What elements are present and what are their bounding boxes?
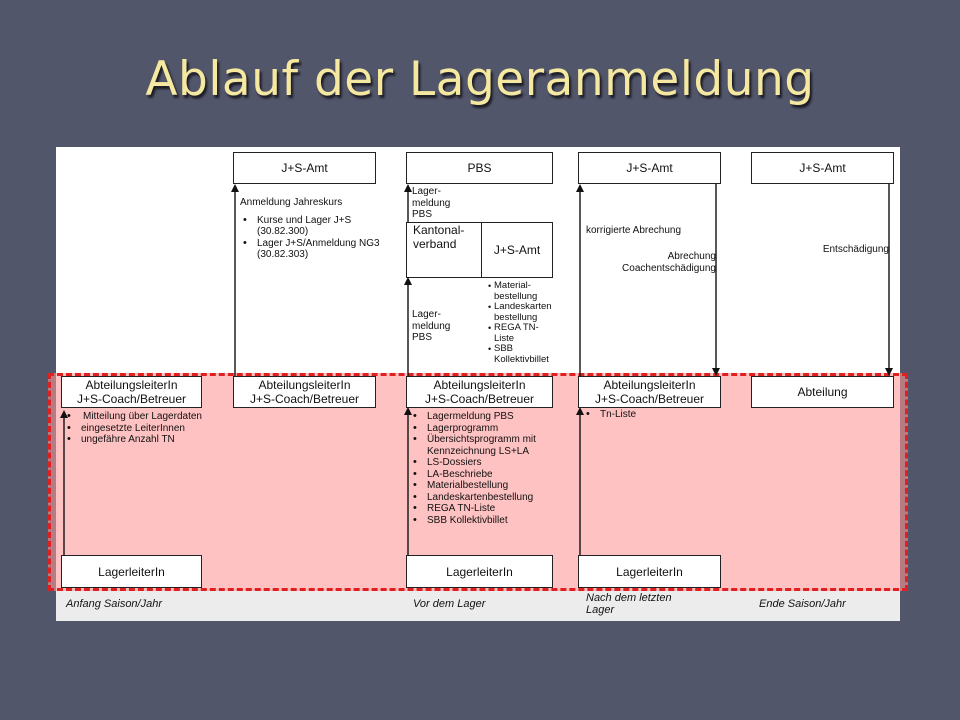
col3-note xyxy=(410,411,560,526)
js-amt-box-1: J+S-Amt xyxy=(233,152,376,184)
col3-item: • Landeskartenbestellung xyxy=(410,492,560,504)
col3-item: • Lagerprogramm xyxy=(410,423,560,435)
lagermeldung-mid-l1: Lager- xyxy=(412,309,441,320)
col1-item: • ungefähre Anzahl TN xyxy=(64,434,204,446)
al-label-3b: J+S-Coach/Betreuer xyxy=(424,392,535,406)
anmeldung-item: • Lager J+S/Anmeldung NG3 (30.82.303) xyxy=(240,238,380,261)
material-note xyxy=(489,281,553,365)
js-amt-box-3: J+S-Amt xyxy=(578,152,721,184)
al-label-4b: J+S-Coach/Betreuer xyxy=(594,392,705,406)
phase-nach xyxy=(586,592,672,616)
col4-item: • Tn-Liste xyxy=(583,409,713,421)
col3-item: • REGA TN-Liste xyxy=(410,503,560,515)
phase-nach-l2: Lager xyxy=(586,604,615,616)
abteilung-box: Abteilung xyxy=(751,376,894,408)
material-item: • Material-bestellung xyxy=(489,281,553,302)
material-list xyxy=(489,281,553,365)
col3-item: • LS-Dossiers xyxy=(410,457,560,469)
js-amt-box-4: J+S-Amt xyxy=(751,152,894,184)
col1-item: • Mitteilung über Lagerdaten xyxy=(64,411,204,423)
lagermeldung-mid-l3: PBS xyxy=(412,332,433,343)
col3-item: • Materialbestellung xyxy=(410,480,560,492)
lagermeldung-mid-l2: meldung xyxy=(412,320,451,332)
abteilungsleiter-box-2 xyxy=(233,376,376,408)
col1-item: • eingesetzte LeiterInnen xyxy=(64,423,204,435)
phase-ende: Ende Saison/Jahr xyxy=(759,598,846,610)
col4-list xyxy=(583,409,713,421)
lagerleiterin-box-4: LagerleiterIn xyxy=(578,555,721,588)
anmeldung-note xyxy=(240,197,380,261)
abrechnung-note xyxy=(588,251,716,274)
slide-title: Ablauf der Lageranmeldung xyxy=(145,52,815,107)
anmeldung-heading: Anmeldung Jahreskurs xyxy=(240,197,343,208)
anmeldung-item: • Kurse und Lager J+S (30.82.300) xyxy=(240,215,380,238)
kantonalverband-label-2: verband xyxy=(413,237,457,251)
al-label-2a: AbteilungsleiterIn xyxy=(258,378,351,392)
lagermeldung-top-l2: meldung xyxy=(412,197,451,209)
col3-item: • Übersichtsprogramm mit Kennzeichnung LS+LA xyxy=(410,434,560,457)
phase-nach-l1: Nach dem letzten xyxy=(586,592,672,604)
al-label-1b: J+S-Coach/Betreuer xyxy=(76,392,187,406)
korrigierte-note: korrigierte Abrechung xyxy=(586,225,682,236)
abteilungsleiter-box-3 xyxy=(406,376,553,408)
kantonalverband-label-1: Kantonal- xyxy=(413,223,465,237)
abteilungsleiter-box-1 xyxy=(61,376,202,408)
abteilungsleiter-box-4 xyxy=(578,376,721,408)
anmeldung-list xyxy=(240,215,380,261)
col3-list xyxy=(410,411,560,526)
lagermeldung-top-l3: PBS xyxy=(412,209,433,220)
col3-item: • LA-Beschriebe xyxy=(410,469,560,481)
lagermeldung-note-top xyxy=(412,186,450,221)
al-label-2b: J+S-Coach/Betreuer xyxy=(249,392,360,406)
col1-list xyxy=(64,411,204,446)
material-item: • Landeskarten bestellung xyxy=(489,302,553,323)
material-item: • REGA TN-Liste xyxy=(489,323,553,344)
js-amt-box-2: J+S-Amt xyxy=(481,222,553,278)
al-label-3a: AbteilungsleiterIn xyxy=(433,378,526,392)
col3-item: • SBB Kollektivbillet xyxy=(410,515,560,527)
al-label-4a: AbteilungsleiterIn xyxy=(603,378,696,392)
col1-note xyxy=(64,411,204,446)
al-label-1a: AbteilungsleiterIn xyxy=(85,378,178,392)
col4-note xyxy=(583,409,713,421)
col3-item: • Lagermeldung PBS xyxy=(410,411,560,423)
lagerleiterin-box-3: LagerleiterIn xyxy=(406,555,553,588)
kantonalverband-box xyxy=(406,222,482,278)
phase-anfang: Anfang Saison/Jahr xyxy=(66,598,163,610)
abrechnung-l2: Coachentschädigung xyxy=(622,262,716,274)
phase-vor: Vor dem Lager xyxy=(413,598,486,610)
lagermeldung-top-l1: Lager- xyxy=(412,186,441,197)
material-item: • SBB Kollektivbillet xyxy=(489,344,553,365)
abrechnung-l1: Abrechung xyxy=(667,251,716,262)
lagerleiterin-box-1: LagerleiterIn xyxy=(61,555,202,588)
pbs-box: PBS xyxy=(406,152,553,184)
entschaedigung-note: Entschädigung xyxy=(822,244,889,255)
lagermeldung-note-mid xyxy=(412,309,450,344)
